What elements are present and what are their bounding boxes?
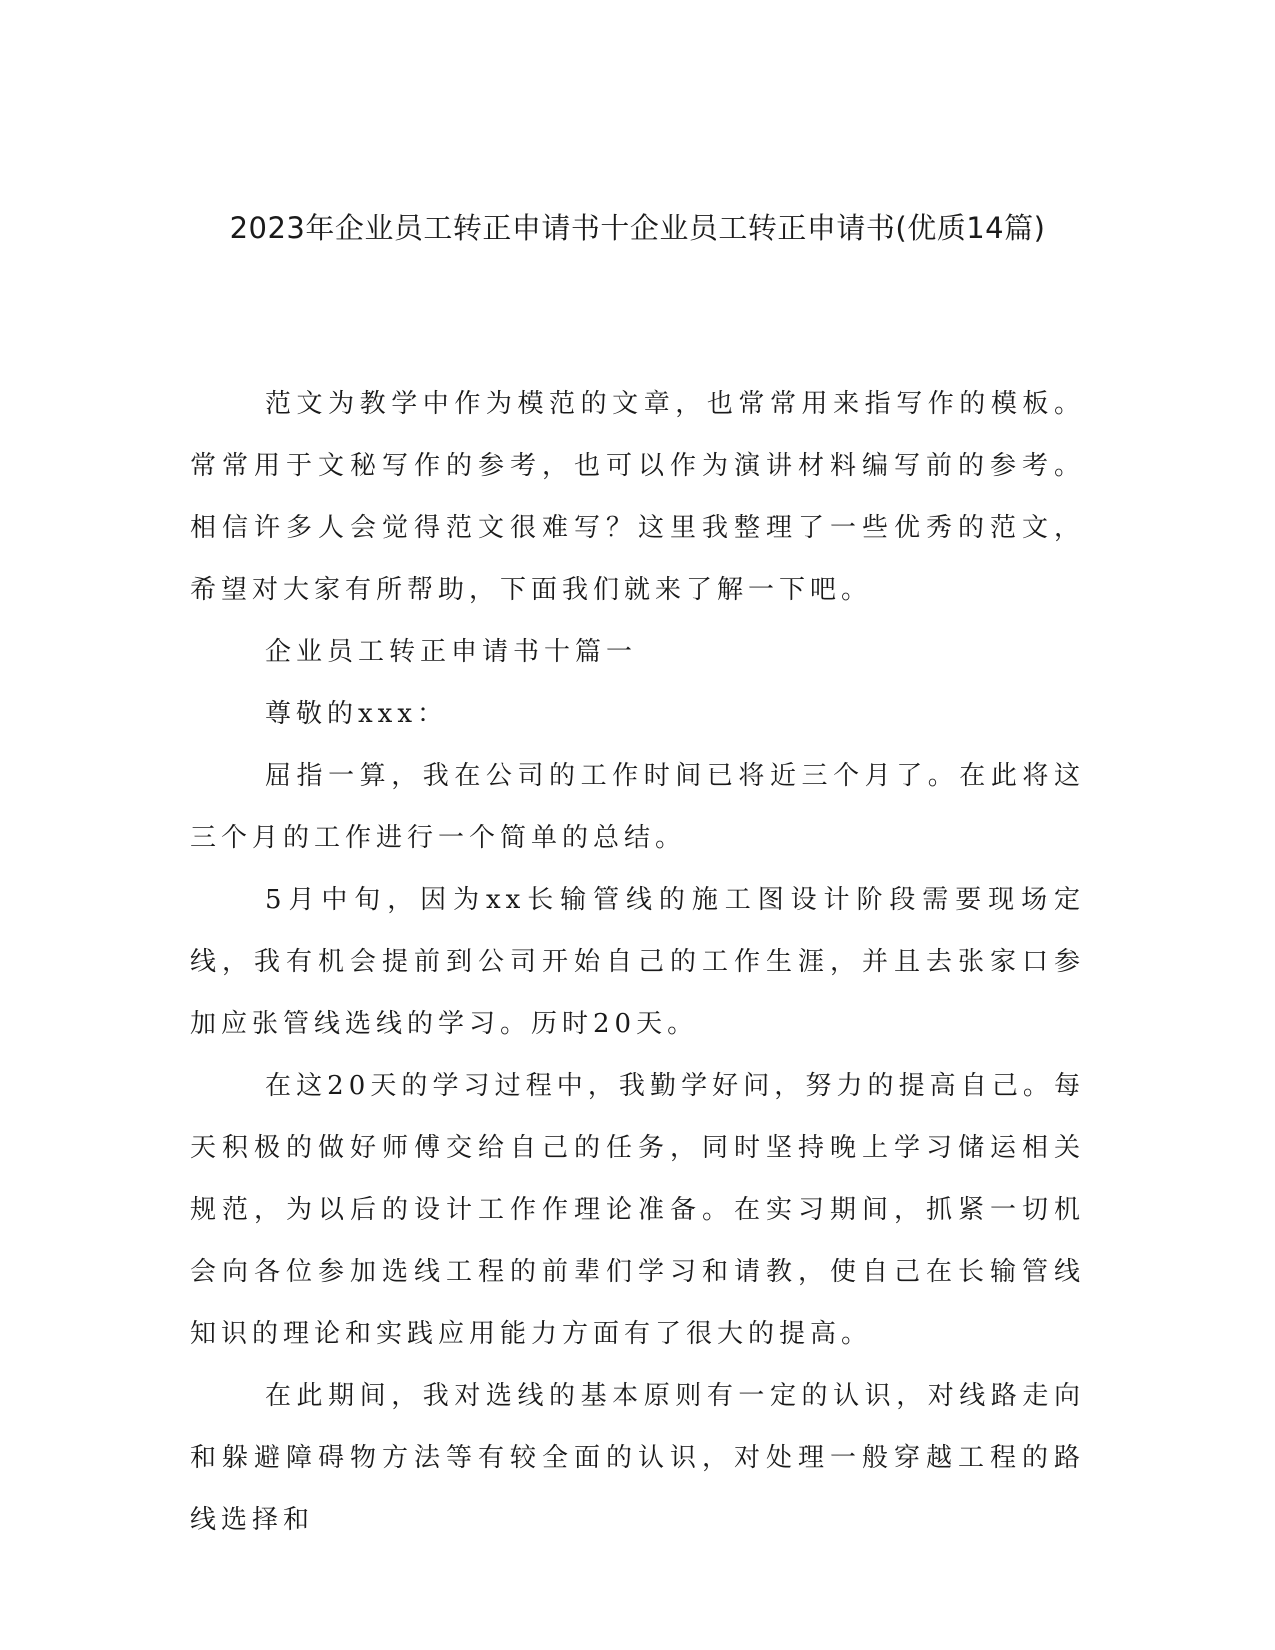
intro-paragraph: 范文为教学中作为模范的文章，也常常用来指写作的模板。常常用于文秘写作的参考，也可以作为演讲材料编写前的参考。相信许多人会觉得范文很难写？这里我整理了一些优秀的范文，希望对大家有所帮助，下面我们就来了解一下吧。 [190,389,1085,605]
document-body [190,373,1085,1551]
body-paragraph: 在此期间，我对选线的基本原则有一定的认识，对线路走向和躲避障碍物方法等有较全面的认识，对处理一般穿越工程的路线选择和 [190,1381,1085,1535]
salutation: 尊敬的xxx： [265,699,448,729]
body-paragraph: 屈指一算，我在公司的工作时间已将近三个月了。在此将这三个月的工作进行一个简单的总结。 [190,761,1085,853]
body-paragraph: 在这20天的学习过程中，我勤学好问，努力的提高自己。每天积极的做好师傅交给自己的任务，同时坚持晚上学习储运相关规范，为以后的设计工作作理论准备。在实习期间，抓紧一切机会向各位参加选线工程的前辈们学习和请教，使自己在长输管线知识的理论和实践应用能力方面有了很大的提高。 [190,1071,1085,1349]
body-paragraph: 5月中旬，因为xx长输管线的施工图设计阶段需要现场定线，我有机会提前到公司开始自己的工作生涯，并且去张家口参加应张管线选线的学习。历时20天。 [190,885,1085,1039]
section-heading: 企业员工转正申请书十篇一 [265,637,638,667]
document-title: 2023年企业员工转正申请书十企业员工转正申请书(优质14篇) [229,211,1046,245]
